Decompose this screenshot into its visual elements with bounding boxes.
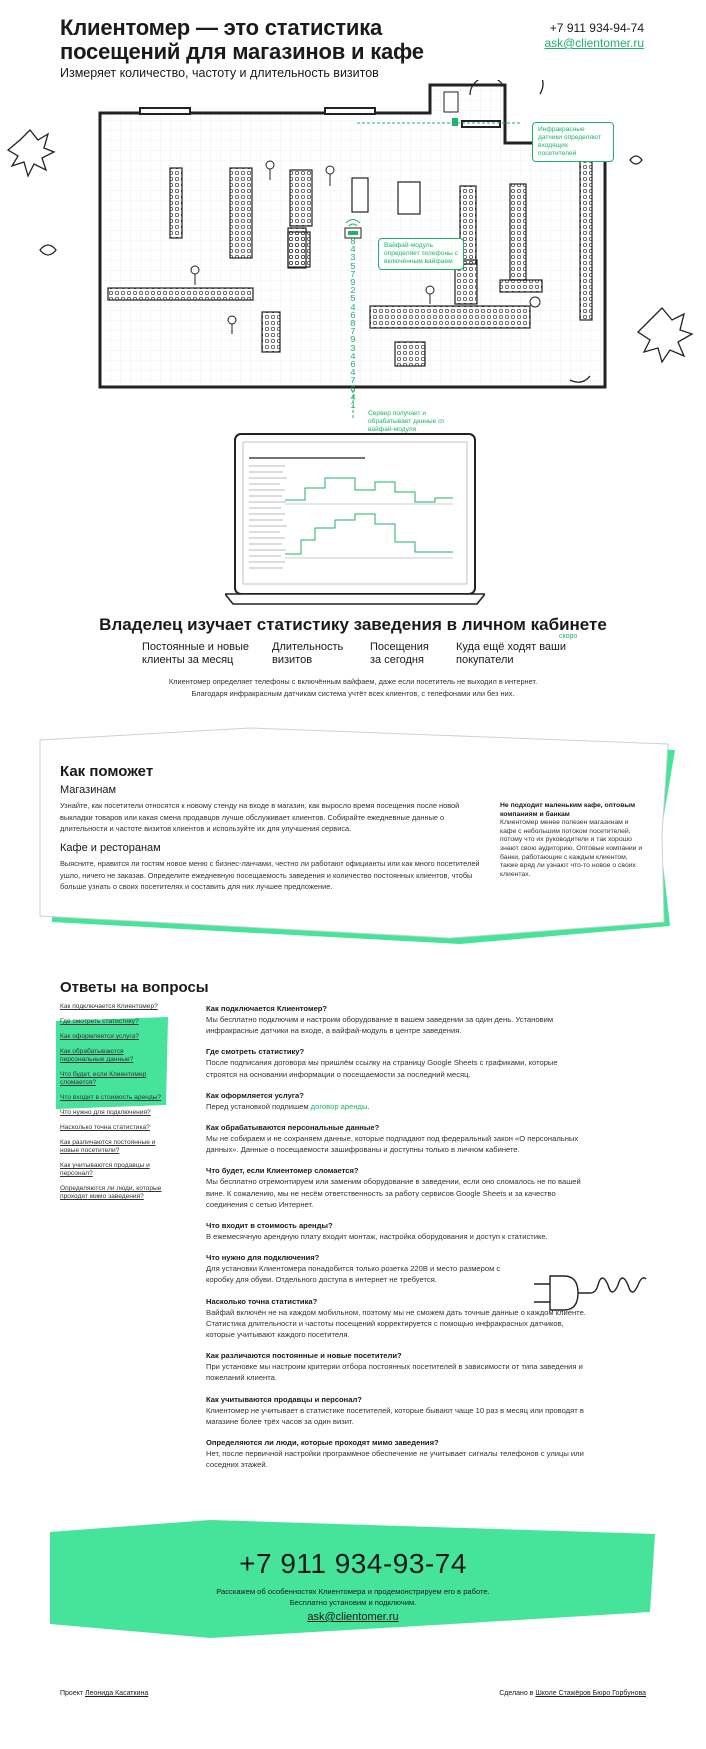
owner-description: Клиентомер определяет телефоны с включённым вайфаем, даже если посетитель не выходил в интернет. Благодаря инфракрасным датчикам система учтёт всех клиентов, с телефонами или без них. [168,677,538,698]
faq-answer: В ежемесячную арендную плату входит монтаж, настройка оборудования и доступ к статистике. [206,1232,548,1242]
stores-heading: Магазинам [60,784,117,796]
faq-item [206,1122,586,1155]
stat-visits-today: Посещения за сегодня [370,641,429,666]
faq-question: Как подключается Клиентомер? [206,1004,328,1013]
cta-phone[interactable]: +7 911 934-93-74 [239,1548,467,1579]
page-subtitle: Измеряет количество, частоту и длительность визитов [60,66,379,80]
faq-question: Насколько точна статистика? [206,1296,318,1306]
help-title: Как поможет [60,763,154,780]
faq-answer: Мы бесплатно отремонтируем или заменим оборудование в заведении, если оно сломалось не по вашей вине. К сожалению, мы не несём ответственность за работу сервисов Google Sheets и за качество соединения с сетью Интернет. [206,1177,581,1209]
owner-section-title: Владелец изучает статистику заведения в личном кабинете [99,615,607,634]
faq-question: Что нужно для подключения? [206,1253,320,1263]
cafe-heading: Кафе и ресторанам [60,842,161,854]
faq-nav-item[interactable]: Как подключается Клиентомер? [60,1003,158,1010]
author-link[interactable]: Леонида Касаткина [85,1690,149,1697]
server-note: Сервер получает и обрабатывает данные от вайфай-модуля [368,410,445,433]
faq-item [206,1220,586,1242]
soon-badge: скоро [559,633,578,640]
faq-answer: Для установки Клиентомера понадобится только розетка 220В и место размером с коробку для обуви. Отдельного доступа в интернет не требуется. [206,1264,501,1285]
laptop-dashboard-illustration [225,432,485,610]
faq-item [206,1394,586,1427]
faq-item [206,1090,586,1112]
not-suitable-note: Не подходит маленьким кафе, оптовым компаниям и банкам Клиентомер менее полезен магазинам и кафе с небольшим потоком посетителей, потому что их руководители и так хорошо знают свою аудиторию. Оптовые компании и банки, работающие с каждым клиентом, также вряд ли узнают что-то новое о своих клиентах. [500,802,643,878]
faq-question: Как обрабатываются персональные данные? [206,1123,380,1133]
faq-nav-item[interactable]: Как оформляется услуга? [60,1033,139,1040]
faq-question: Как оформляется услуга? [206,1090,304,1100]
faq-nav-item[interactable]: Как обрабатываются персональные данные? [60,1048,134,1063]
stat-visit-duration: Длительность визитов [272,641,344,666]
faq-question: Что входит в стоимость аренды? [206,1221,333,1231]
faq-item [206,1437,586,1470]
faq-question: Где смотреть статистику? [206,1047,305,1057]
faq-answer: Мы бесплатно подключим и настроим оборудование в вашем заведении за один день. Установим инфракрасные датчики на входе, а вайфай-модуль в центре заведения. [206,1015,554,1036]
faq-nav-item[interactable]: Как учитываются продавцы и персонал? [60,1162,150,1177]
faq-question: Как различаются постоянные и новые посетители? [206,1351,402,1361]
faq-list [206,1003,586,1480]
faq-answer: Мы не собираем и не сохраняем данные, которые подпадают под федеральный закон «О персональных данных». Данные о посещаемости зашифрованы и доступны только в личном кабинете. [206,1134,579,1155]
ir-sensor-note: Инфракрасные датчики определяют входящих посетителей [532,122,614,162]
faq-item [206,1350,586,1383]
school-link[interactable]: Школе Стажёров Бюро Горбунова [535,1690,646,1697]
footer-author: Проект Леонида Касаткина [60,1690,149,1697]
lease-agreement-link[interactable]: договор аренды [310,1101,368,1111]
faq-item [206,1046,586,1079]
faq-answer: Нет, после первичной настройки программное обеспечение не учитывает сигналы телефонов с улицы или соседних этажей. [206,1449,584,1470]
faq-answer: Клиентомер не учитывает в статистике посетителей, которые бывают чаще 10 раз в месяц или проводят в магазине более трёх часов за один визит. [206,1405,584,1426]
faq-navigation [60,1003,165,1208]
faq-nav-item[interactable]: Что нужно для подключения? [60,1109,151,1116]
wifi-module-note: Вайфай-модуль определяет телефоны с включённым вайфаем [378,238,464,270]
wifi-counter-digits: 8 4 3 5 7 9 2 5 4 6 8 7 9 3 4 6 4 7 6 4 1 [350,237,356,412]
faq-item [206,1003,586,1036]
store-plan-illustration [0,80,706,433]
faq-question: Что будет, если Клиентомер сломается? [206,1166,359,1176]
faq-nav-item[interactable]: Определяются ли люди, которые проходят мимо заведения? [60,1185,162,1200]
faq-title: Ответы на вопросы [60,979,209,996]
header-email-link[interactable]: ask@clientomer.ru [544,36,644,50]
faq-answer: После подписания договора мы пришлём ссылку на страницу Google Sheets с графиками, которые строятся на основании информации о посещаемости за последний месяц. [206,1058,558,1079]
stores-text: Узнайте, как посетители относятся к новому стенду на входе в магазин, как выросло время посещения после новой выкладки товаров или какая смена продавцов лучше обслуживает клиентов. Собирайте ежедневные данные о длительности и частоте визитов клиентов и используйте их для улучшения сервиса. [60,801,460,834]
cafe-text: Выясните, нравится ли гостям новое меню с бизнес-ланчами, честно ли работают официанты или как много посетителей ушло, ничего не заказав. Определите ежедневную посещаемость заведения и количество постоянных клиентов, чтобы больше узнать о своих посетителях и составить для них лучшее предложение. [60,859,480,892]
faq-nav-item[interactable]: Что входит в стоимость аренды? [60,1094,162,1101]
faq-answer: Перед установкой подпишем договор аренды. [206,1101,370,1111]
cta-email[interactable]: ask@clientomer.ru [307,1611,399,1623]
power-plug-icon [520,1262,650,1332]
faq-answer: При установке мы настроим критерии отбора постоянных посетителей в зависимости от типа заведения и пожеланий клиента. [206,1362,583,1383]
header-phone[interactable]: +7 911 934-94-74 [549,21,644,35]
page-title: Клиентомер — это статистика посещений для магазинов и кафе [60,15,424,64]
cta-description: Расскажем об особенностях Клиентомера и продемонстрируем его в работе. Бесплатно установим и подключим. [216,1587,490,1607]
faq-nav-item[interactable]: Насколько точна статистика? [60,1124,150,1131]
faq-question: Определяются ли люди, которые проходят мимо заведения? [206,1438,439,1448]
stat-regular-new-clients: Постоянные и новые клиенты за месяц [142,641,250,666]
faq-nav-item[interactable]: Как различаются постоянные и новые посетители? [60,1139,156,1154]
faq-nav-item[interactable]: Где смотреть статистику? [60,1018,139,1025]
faq-nav-item[interactable]: Что будет, если Клиентомер сломается? [60,1071,147,1086]
stat-other-places: Куда ещё ходят ваши покупатели [456,641,567,666]
footer-made-by: Сделано в Школе Стажёров Бюро Горбунова [499,1690,646,1697]
faq-answer: Вайфай включён не на каждом мобильном, поэтому мы не сможем дать точные данные о каждом клиенте. Статистика длительности и частоты посещений корректируется с помощью инфракрасных датчиков, которые учитывают каждого посетителя. [206,1307,586,1340]
faq-item [206,1165,586,1210]
faq-question: Как учитываются продавцы и персонал? [206,1394,362,1404]
